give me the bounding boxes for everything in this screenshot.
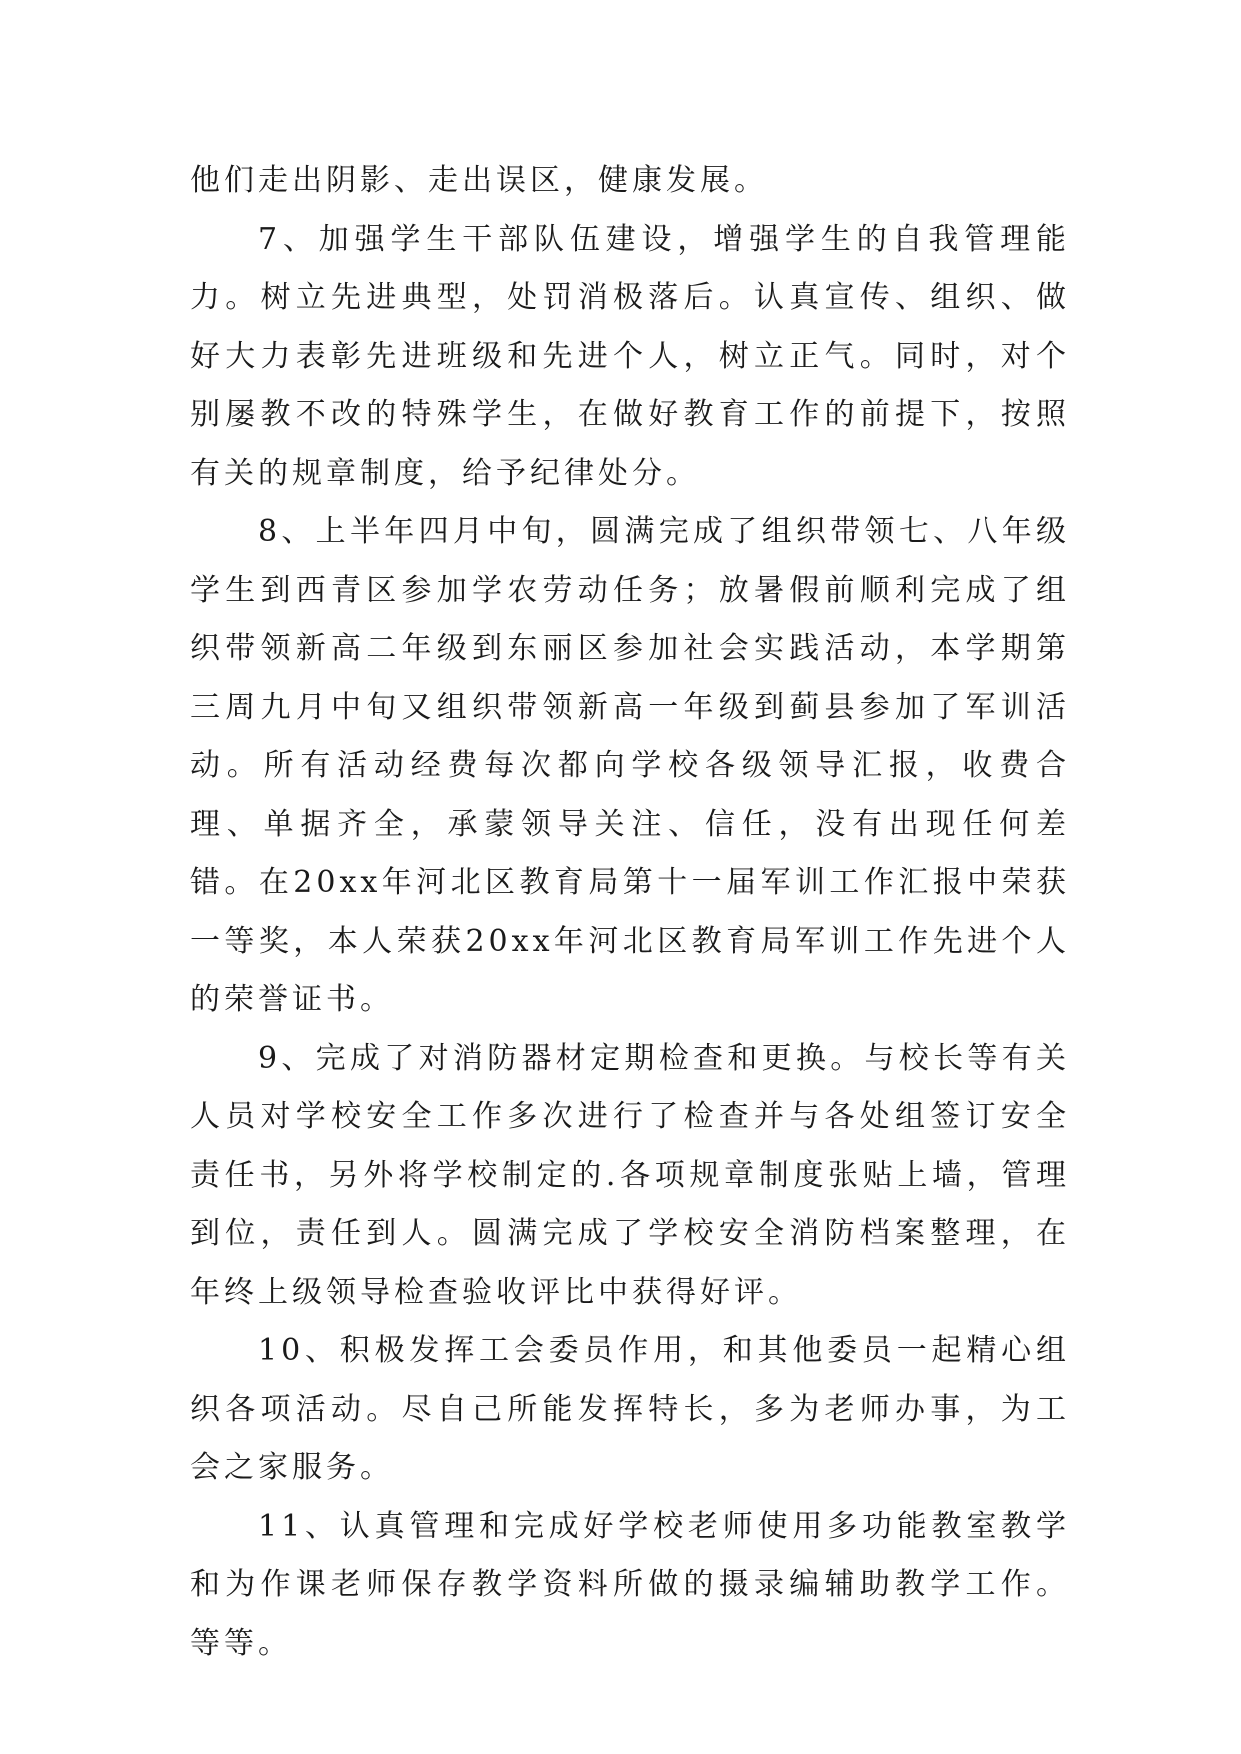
paragraph-item-7: 7、加强学生干部队伍建设，增强学生的自我管理能力。树立先进典型，处罚消极落后。认真宣传、组织、做好大力表彰先进班级和先进个人，树立正气。同时，对个别屡教不改的特殊学生，在做好教育工作的前提下，按照有关的规章制度，给予纪律处分。 [190, 221, 1070, 491]
document-body [190, 152, 1070, 1673]
paragraph-item-8: 8、上半年四月中旬，圆满完成了组织带领七、八年级学生到西青区参加学农劳动任务；放暑假前顺利完成了组织带领新高二年级到东丽区参加社会实践活动，本学期第三周九月中旬又组织带领新高一年级到蓟县参加了军训活动。所有活动经费每次都向学校各级领导汇报，收费合理、单据齐全，承蒙领导关注、信任，没有出现任何差错。在20xx年河北区教育局第十一届军训工作汇报中荣获一等奖，本人荣获20xx年河北区教育局军训工作先进个人的荣誉证书。 [190, 514, 1070, 1017]
paragraph-item-10: 10、积极发挥工会委员作用，和其他委员一起精心组织各项活动。尽自己所能发挥特长，多为老师办事，为工会之家服务。 [190, 1333, 1070, 1485]
paragraph-continuation: 他们走出阴影、走出误区，健康发展。 [190, 163, 768, 198]
paragraph-item-9: 9、完成了对消防器材定期检查和更换。与校长等有关人员对学校安全工作多次进行了检查并与各处组签订安全责任书，另外将学校制定的.各项规章制度张贴上墙，管理到位，责任到人。圆满完成了学校安全消防档案整理，在年终上级领导检查验收评比中获得好评。 [190, 1040, 1070, 1310]
paragraph-item-11: 11、认真管理和完成好学校老师使用多功能教室教学和为作课老师保存教学资料所做的摄录编辅助教学工作。等等。 [190, 1508, 1070, 1661]
